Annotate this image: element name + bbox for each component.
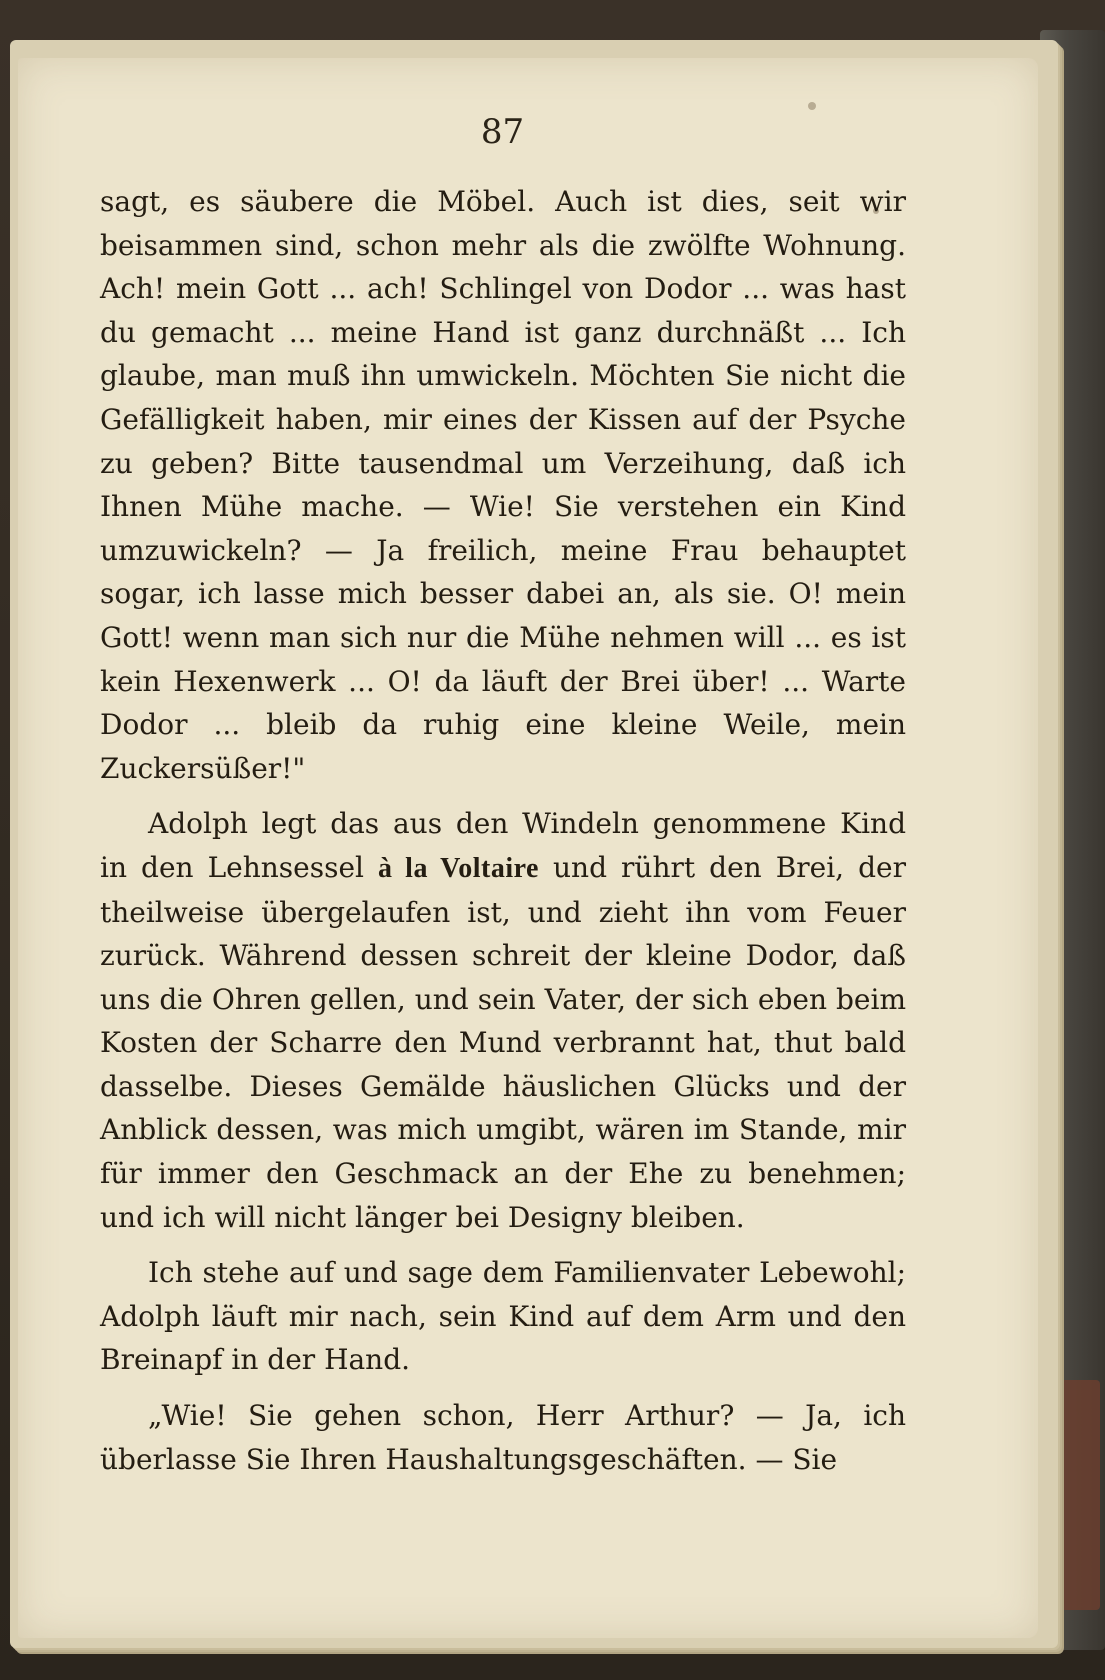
paragraph-2-before: Adolph legt das aus den Windeln genommene Kind in den Lehnsessel	[100, 807, 906, 884]
page-number: 87	[480, 112, 525, 152]
paragraph-4: „Wie! Sie gehen schon, Herr Arthur? — Ja, ich überlasse Sie Ihren Haushaltungsgeschäften. — Sie	[100, 1399, 906, 1476]
paragraph-3: Ich stehe auf und sage dem Familienvater Lebewohl; Adolph läuft mir nach, sein Kind auf dem Arm und den Breinapf in der Hand.	[100, 1256, 906, 1377]
paper-spot	[808, 102, 816, 110]
paragraph-2	[100, 802, 906, 1239]
body-text	[100, 180, 906, 1481]
paragraph-2-after: und rührt den Brei, der theilweise übergelaufen ist, und zieht ihn vom Feuer zurück. Während dessen schreit der kleine Dodor, daß uns die Ohren gellen, und sein Vater, der sich eben beim Kosten der Scharre den Mund verbrannt hat, thut bald dasselbe. Dieses Gemälde häuslichen Glücks und der Anblick dessen, was mich umgibt, wären im Stande, mir für immer den Geschmack an der Ehe zu benehmen; und ich will nicht länger bei Designy bleiben.	[100, 850, 906, 1234]
antiqua-phrase: à la Voltaire	[378, 852, 539, 884]
paragraph-1: sagt, es säubere die Möbel. Auch ist dies, seit wir beisammen sind, schon mehr als die zwölfte Wohnung. Ach! mein Gott ... ach! Schlingel von Dodor ... was hast du gemacht ... meine Hand ist ganz durchnäßt ... Ich glaube, man muß ihn umwickeln. Möchten Sie nicht die Gefälligkeit haben, mir eines der Kissen auf der Psyche zu geben? Bitte tausendmal um Verzeihung, daß ich Ihnen Mühe mache. — Wie! Sie verstehen ein Kind umzuwickeln? — Ja freilich, meine Frau behauptet sogar, ich lasse mich besser dabei an, als sie. O! mein Gott! wenn man sich nur die Mühe nehmen will ... es ist kein Hexenwerk ... O! da läuft der Brei über! ... Warte Dodor ... bleib da ruhig eine kleine Weile, mein Zuckersüßer!"	[100, 185, 906, 785]
